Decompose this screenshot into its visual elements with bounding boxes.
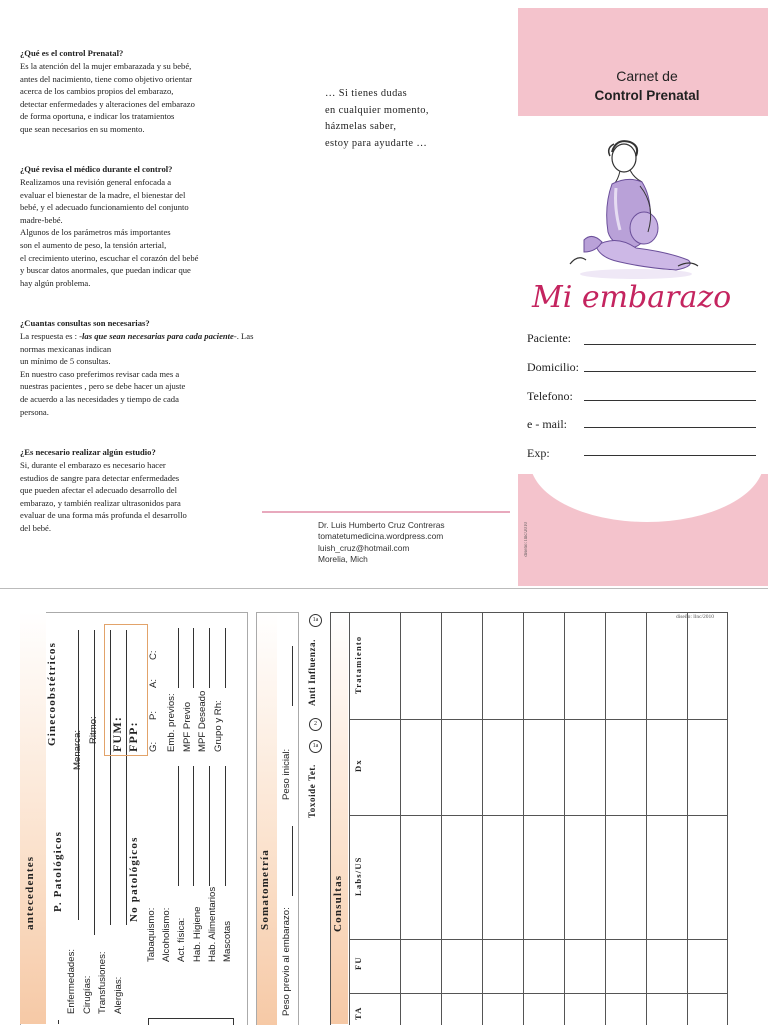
field-cirugias: Cirugías: [82,975,93,1014]
line [178,628,179,688]
gpac-p: P: [148,710,159,720]
consultas-table [330,612,728,1025]
antecedentes-band [20,612,46,1024]
line [225,766,226,886]
answer-text: Es la atención del la mujer embarazada y su bebé, antes del nacimiento, tiene como objetivo orientar acerca de los cambios propios del embarazo, detectar enfermedades y alteraciones del embarazo de forma oportuna, e indicar los tratamientos que sean necesarios en su momento. [20,61,195,134]
field-exp-line [584,455,756,456]
field-domicilio-line [584,371,756,372]
logo-text: Mi embarazo [532,280,732,315]
cover-title: Carnet de [616,68,678,84]
question-heading: ¿Es necesario realizar algún estudio? [20,447,156,457]
field-peso-inicial: Peso inicial: [281,748,292,800]
field-hab-higiene: Hab. Higiene [192,906,203,962]
line [209,766,210,886]
line [225,628,226,688]
field-hab-alimentarios: Hab. Alimentarios [207,886,218,962]
antecedentes-title: antecedentes [24,855,36,930]
cover-subtitle: Control Prenatal [594,88,700,103]
no-patologicos-title: No patológicos [128,836,140,922]
vaccine-mark: 1a [309,740,322,753]
line [292,826,293,896]
section-revision [20,164,266,289]
field-ritmo: Ritmo: [88,716,99,744]
p-patologicos-title: P. Patológicos [52,830,64,912]
design-signature: diseño: llnc/2010 [676,614,715,620]
line [78,630,79,920]
field-tabaquismo: Tabaquismo: [146,907,157,962]
field-domicilio-label: Domicilio: [527,360,579,374]
answer-text [20,330,266,418]
field-emb-previos: Emb. previos: [166,693,177,752]
field-paciente-line [584,344,756,345]
field-act-fisica: Act. física: [176,917,187,962]
field-exp-label: Exp: [527,446,550,460]
field-paciente-label: Paciente: [527,331,571,345]
line [178,766,179,886]
toxoide-label: Toxoide Tet. [307,764,317,818]
design-signature: diseño: llnc/2010 [524,522,529,557]
field-email-label: e - mail: [527,417,567,431]
line [193,766,194,886]
field-telefono-line [584,400,756,401]
field-mpf-deseado: MPF Deseado [197,690,208,752]
field-grupo-rh: Grupo y Rh: [213,700,224,752]
field-transfusiones: Transfusiones: [97,951,108,1014]
col-labs-us: Labs/US [353,856,363,896]
field-menarca: Menarca: [72,730,83,770]
field-enfermedades: Enfermedades: [66,948,77,1014]
col-ta: TA [353,1006,363,1020]
doctor-contact: Dr. Luis Humberto Cruz Contreras tomatetumedicina.wordpress.com luish_cruz@hotmail.com Morelia, Mich [318,520,445,564]
section-control-prenatal [20,48,266,136]
question-heading: ¿Cuantas consultas son necesarias? [20,318,150,328]
fum-label: FUM: [110,715,124,752]
question-heading: ¿Qué es el control Prenatal? [20,48,124,58]
line [292,646,293,706]
field-mascotas: Mascotas [222,920,233,962]
pregnant-woman-illustration [556,136,706,284]
line [94,630,95,935]
section-estudios [20,447,266,535]
answer-rest: . Las normas mexicanas indican un mínimo de 5 consultas. En nuestro caso preferimos revisar cada mes a nuestras pacientes , pero se debe hacer un ajuste de acuerdo a las necesidades y tiempo de cada persona. [20,331,254,417]
field-alergias: Alergias: [113,976,124,1014]
line [58,1020,59,1024]
answer-text: Si, durante el embarazo es necesario hacer estudios de sangre para detectar enfermedades que pueden afectar el adecuado desarrollo del embarazo, y también realizar ultrasonidos para evaluar de una forma más profunda el desarrollo del bebé. [20,460,187,533]
answer-prefix: La respuesta es : [20,331,80,341]
cover-footer-band [518,474,768,586]
line [209,628,210,688]
gineco-title: Ginecoobstétricos [46,641,58,746]
influenza-label: Anti Influenza. [307,638,317,706]
answer-text: Realizamos una revisión general enfocada a evaluar el bienestar de la madre, el bienestar del bebé, y el adecuado funcionamiento del conjunto madre-bebé. Algunos de los parámetros más importantes son el aumento de peso, la tensión arterial, el crecimiento uterino, escuchar el corazón del bebé y buscar datos anormales, que puedan indicar que hay algún problema. [20,177,199,288]
field-peso-previo: Peso previo al embarazo: [281,907,292,1016]
col-fu: FU [353,956,363,970]
field-email-line [584,427,756,428]
gpac-g: G: [148,741,159,752]
field-alcoholismo: Alcoholismo: [161,907,172,962]
divider [262,511,510,513]
gpac-a: A: [148,678,159,688]
vaccine-mark: 2 [309,718,322,731]
fpp-label: FPP: [126,721,140,752]
vaccine-mark: 1a [309,614,322,627]
somatometria-title: Somatometría [259,849,271,930]
gpac-c: C: [148,650,159,660]
col-dx: Dx [353,759,363,772]
field-mpf-previo: MPF Previo [182,701,193,752]
page-separator [0,588,768,589]
col-tratamiento: Tratamiento [353,635,363,694]
question-heading: ¿Qué revisa el médico durante el control? [20,164,173,174]
consultas-title: Consultas [332,874,344,932]
line [193,628,194,688]
encouragement-quote: … Si tienes dudas en cualquier momento, házmelas saber, estoy para ayudarte … [325,88,429,149]
section-consultas [20,318,266,418]
field-telefono-label: Telefono: [527,389,573,403]
somatometria-band [256,612,277,1025]
answer-emphasis: -las que sean necesarias para cada paciente- [79,331,237,341]
